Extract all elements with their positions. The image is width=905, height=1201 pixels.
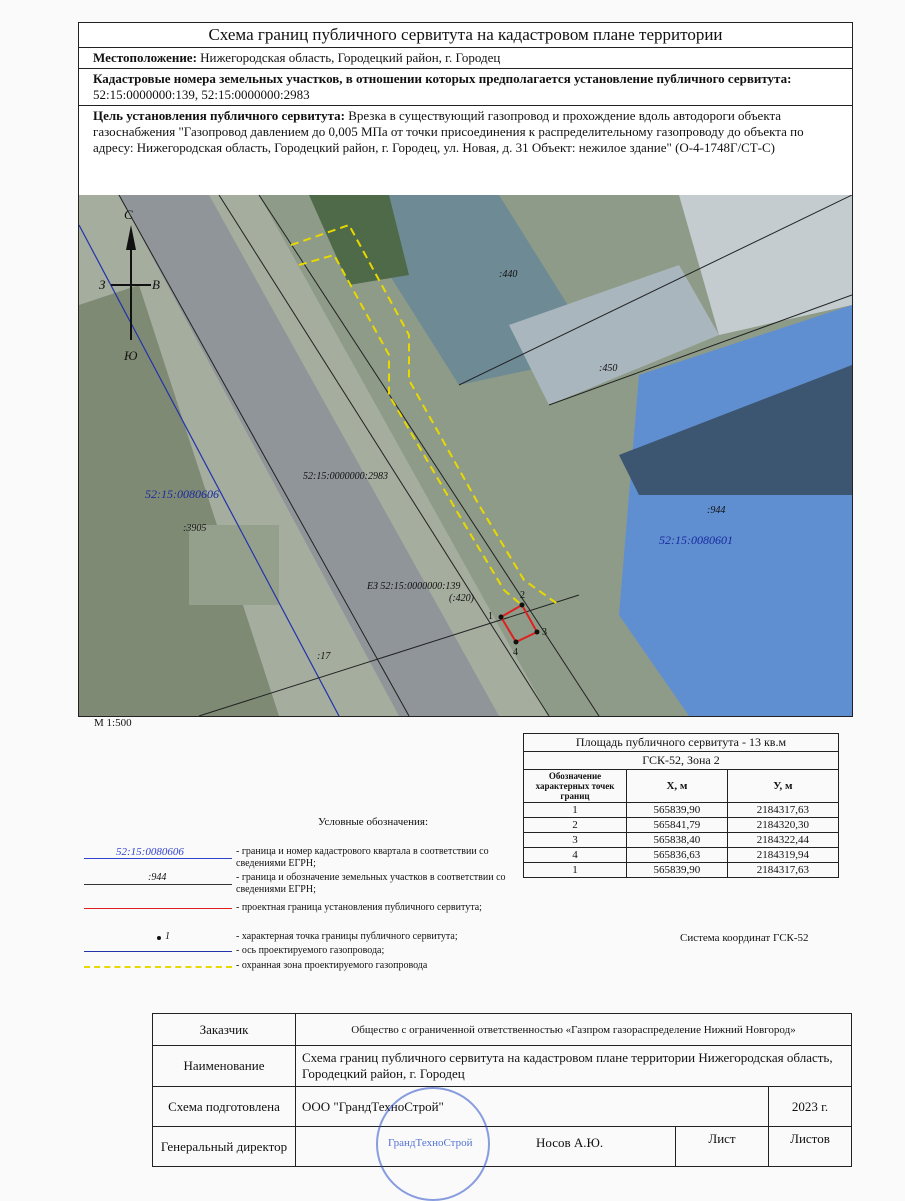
cadastral-map <box>79 195 852 716</box>
legend-sample-quarter: 52:15:0080606 <box>116 846 184 858</box>
cell-y: 2184322,44 <box>727 833 838 848</box>
label-parcel-944: :944 <box>707 505 726 516</box>
director-label: Генеральный директор <box>153 1127 296 1167</box>
prepared-label: Схема подготовлена <box>153 1087 296 1127</box>
cell-point: 1 <box>524 863 627 878</box>
cadastral-label: Кадастровые номера земельных участков, в отношении которых предполагается установление публичного сервитута: <box>93 71 792 86</box>
legend-line-parcel <box>84 884 232 885</box>
legend-sample-parcel: :944 <box>148 872 167 883</box>
coordinates-table <box>523 733 839 878</box>
document-title: Схема границ публичного сервитута на кадастровом плане территории <box>79 23 852 48</box>
table-row <box>524 833 839 848</box>
legend-text-axis: - ось проектируемого газопровода; <box>236 945 385 956</box>
cell-point: 2 <box>524 818 627 833</box>
legend-text-point: - характерная точка границы публичного сервитута; <box>236 931 458 942</box>
area-cell: Площадь публичного сервитута - 13 кв.м <box>524 734 839 752</box>
label-parcel-440: :440 <box>499 269 518 280</box>
legend-line-quarter <box>84 858 232 859</box>
point-label-2: 2 <box>520 590 525 601</box>
cell-y: 2184320,30 <box>727 818 838 833</box>
legend-text-boundary: - проектная граница установления публичного сервитута; <box>236 902 482 913</box>
legend-text-quarter: - граница и номер кадастрового квартала в соответствии со сведениями ЕГРН; <box>236 846 489 869</box>
cell-x: 565838,40 <box>627 833 728 848</box>
legend-text-parcel: - граница и обозначение земельных участков в соответствии со сведениями ЕГРН; <box>236 872 506 895</box>
customer-label: Заказчик <box>153 1014 296 1046</box>
cell-x: 565836,63 <box>627 848 728 863</box>
location-value: Нижегородская область, Городецкий район, г. Городец <box>200 50 501 65</box>
label-parcel-139b: (:420) <box>449 593 474 604</box>
sheet-label: Лист <box>676 1127 769 1167</box>
cell-x: 565841,79 <box>627 818 728 833</box>
cell-x: 565839,90 <box>627 863 728 878</box>
table-row <box>524 803 839 818</box>
name-value: Схема границ публичного сервитута на кадастровом плане территории Нижегородская область, Городецкий район, г. Городец <box>296 1046 852 1087</box>
year-value: 2023 г. <box>769 1087 852 1127</box>
customer-value: Общество с ограниченной ответственностью «Газпром газораспределение Нижний Новгород» <box>296 1014 852 1046</box>
cell-y: 2184319,94 <box>727 848 838 863</box>
cadastral-value: 52:15:0000000:139, 52:15:0000000:2983 <box>93 87 310 102</box>
label-parcel-17: :17 <box>317 651 331 662</box>
table-row <box>524 848 839 863</box>
legend-line-boundary <box>84 908 232 909</box>
director-name: Носов А.Ю. <box>536 1135 604 1150</box>
cell-point: 4 <box>524 848 627 863</box>
col-header-y: У, м <box>727 770 838 803</box>
legend-line-axis <box>84 951 232 952</box>
label-quarter-left: 52:15:0080606 <box>145 487 219 501</box>
table-row <box>524 818 839 833</box>
cell-y: 2184317,63 <box>727 803 838 818</box>
seal-text: ГрандТехноСтрой <box>388 1137 473 1149</box>
col-header-point: Обозначение характерных точек границ <box>524 770 627 803</box>
legend-sample-point: 1 <box>165 931 170 942</box>
point-label-4: 4 <box>513 647 518 658</box>
cadastral-row <box>79 69 852 106</box>
purpose-row <box>79 106 852 158</box>
point-label-3: 3 <box>542 627 547 638</box>
label-quarter-right: 52:15:0080601 <box>659 533 733 547</box>
purpose-value: Врезка в существующий газопровод и прохождение вдоль автодороги объекта газоснабжения "Газопровод давлением до 0,005 МПа от точки присоединения к распределительному газопроводу до объекта по адресу: Нижегородская область, Городецкий район, г. Городец, ул. Новая, д. 31 Объект: нежилое здание" (О-4-1748Г/СТ-С) <box>93 108 804 155</box>
label-parcel-2983: 52:15:0000000:2983 <box>303 471 388 482</box>
system-zone-cell: ГСК-52, Зона 2 <box>524 752 839 770</box>
title-block <box>152 1013 852 1167</box>
legend-text-zone: - охранная зона проектируемого газопровода <box>236 960 428 971</box>
label-parcel-3905: :3905 <box>183 523 207 534</box>
legend-title: Условные обозначения: <box>318 816 429 828</box>
legend-point-dot <box>157 936 161 940</box>
label-parcel-139: ЕЗ 52:15:0000000:139 <box>367 581 461 592</box>
purpose-label: Цель установления публичного сервитута: <box>93 108 346 123</box>
cell-y: 2184317,63 <box>727 863 838 878</box>
table-row <box>524 863 839 878</box>
cell-point: 3 <box>524 833 627 848</box>
prepared-value: ООО "ГрандТехноСтрой" <box>296 1087 769 1127</box>
director-value <box>296 1127 676 1167</box>
location-label: Местоположение: <box>93 50 197 65</box>
cell-point: 1 <box>524 803 627 818</box>
compass-west: З <box>99 277 106 292</box>
compass-south: Ю <box>124 348 138 363</box>
location-row <box>79 48 852 69</box>
cell-x: 565839,90 <box>627 803 728 818</box>
sheets-label: Листов <box>769 1127 852 1167</box>
compass-east: В <box>152 277 160 292</box>
legend-line-zone <box>84 966 232 968</box>
point-label-1: 1 <box>488 611 493 622</box>
name-label: Наименование <box>153 1046 296 1087</box>
map-scale: М 1:500 <box>94 717 132 729</box>
col-header-x: X, м <box>627 770 728 803</box>
scheme-frame <box>78 22 853 717</box>
label-parcel-450: :450 <box>599 363 618 374</box>
map-svg <box>79 195 852 716</box>
coordinate-system-note: Система координат ГСК-52 <box>680 932 809 944</box>
compass-north: С <box>124 207 133 222</box>
